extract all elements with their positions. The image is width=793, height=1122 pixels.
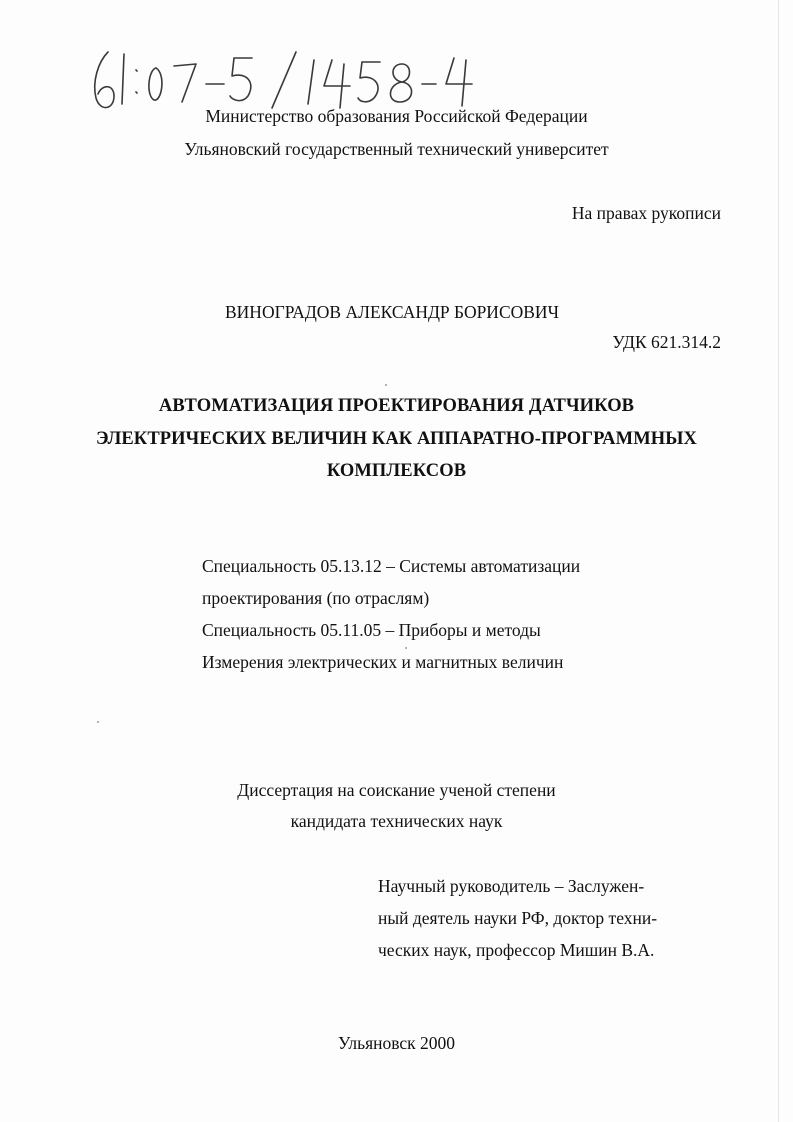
author-name: ВИНОГРАДОВ АЛЕКСАНДР БОРИСОВИЧ <box>225 302 559 322</box>
scan-speck <box>97 721 99 723</box>
dissertation-title-line-2: ЭЛЕКТРИЧЕСКИХ ВЕЛИЧИН КАК АППАРАТНО-ПРОГРАММНЫХ <box>96 429 697 449</box>
degree-line-2: кандидата технических наук <box>290 811 503 831</box>
advisor-line-3: ческих наук, профессор Мишин В.А. <box>378 940 655 960</box>
specialty-line-4: Измерения электрических и магнитных величин <box>202 652 564 672</box>
manuscript-rights: На правах рукописи <box>571 203 721 223</box>
scan-edge-line <box>778 0 779 1122</box>
specialty-line-1: Специальность 05.13.12 – Системы автоматизации <box>202 556 581 576</box>
university-name: Ульяновский государственный технический университет <box>184 139 609 159</box>
advisor-line-2: ный деятель науки РФ, доктор техни- <box>378 908 658 928</box>
specialty-line-3: Специальность 05.11.05 – Приборы и методы <box>202 620 541 640</box>
udc-code: УДК 621.314.2 <box>612 332 721 352</box>
ministry-name: Министерство образования Российской Федерации <box>205 106 588 126</box>
dissertation-title-line-1: АВТОМАТИЗАЦИЯ ПРОЕКТИРОВАНИЯ ДАТЧИКОВ <box>158 396 635 416</box>
dissertation-title-line-3: КОМПЛЕКСОВ <box>326 461 467 481</box>
city-year: Ульяновск 2000 <box>337 1033 456 1053</box>
degree-line-1: Диссертация на соискание ученой степени <box>237 780 556 800</box>
specialty-line-2: проектирования (по отраслям) <box>202 588 430 608</box>
scan-speck <box>405 647 407 649</box>
scan-speck <box>385 384 387 386</box>
advisor-line-1: Научный руководитель – Заслужен- <box>378 876 645 896</box>
